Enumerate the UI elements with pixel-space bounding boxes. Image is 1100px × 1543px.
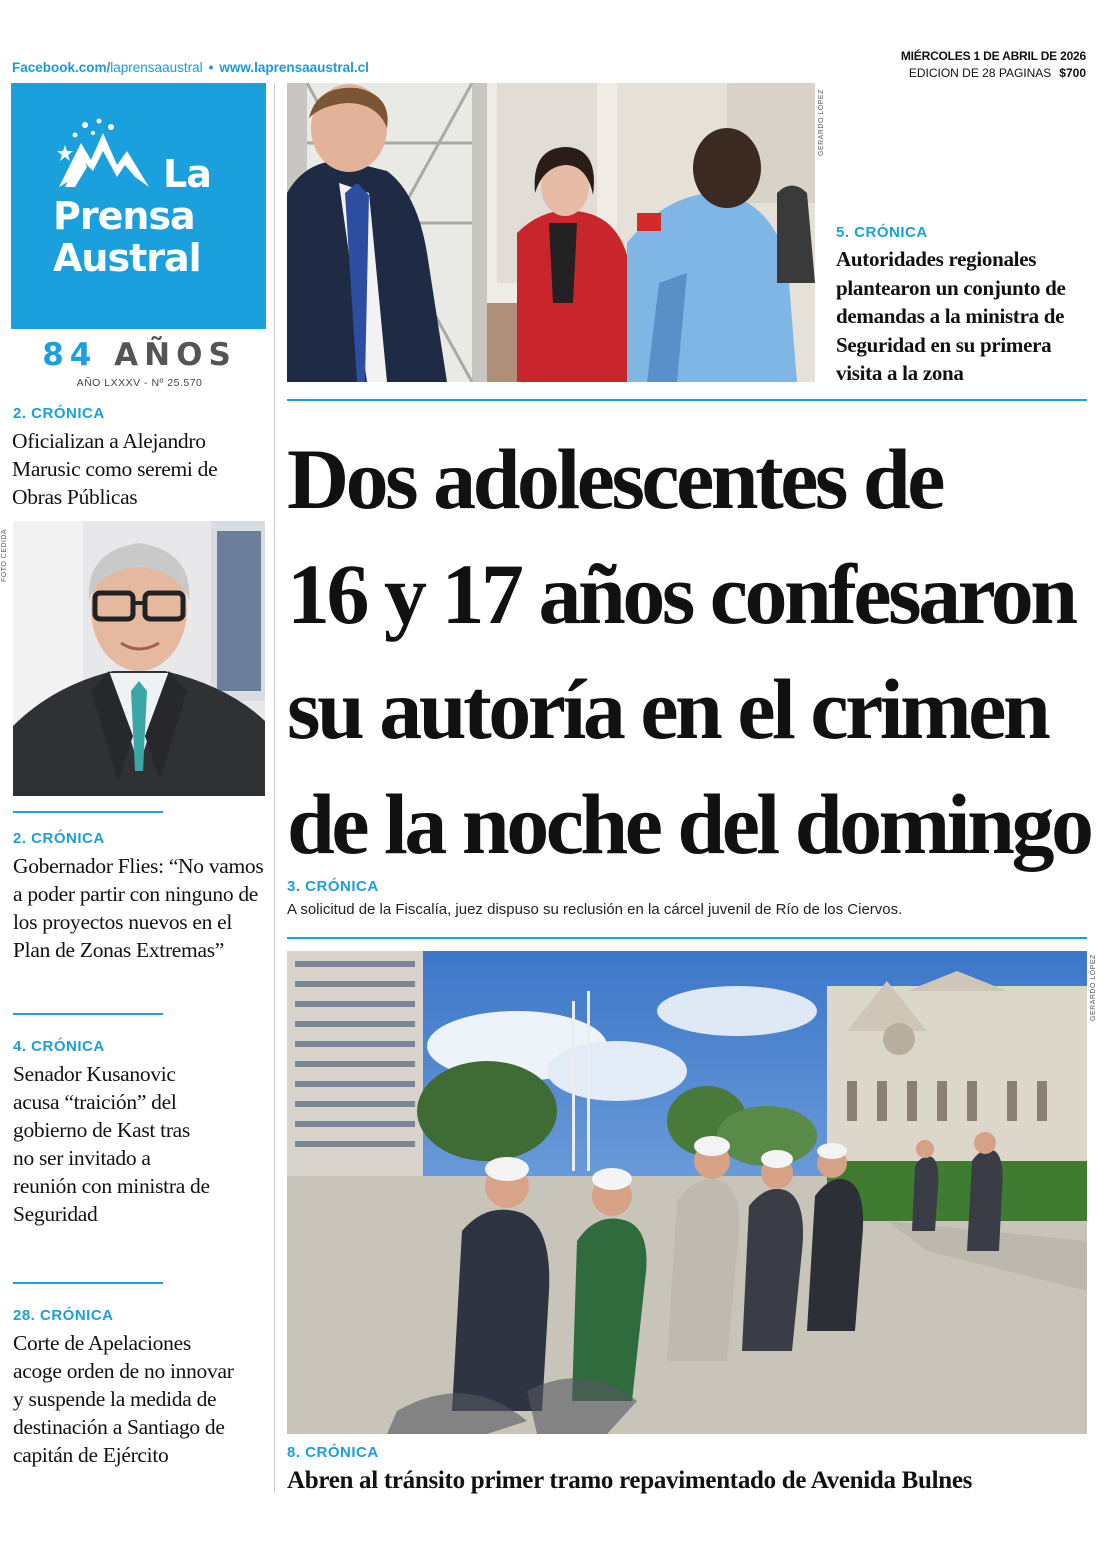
section-divider bbox=[13, 1013, 163, 1015]
masthead-line-3: Austral bbox=[53, 236, 201, 280]
edition-pages: EDICION DE 28 PAGINAS bbox=[908, 66, 1052, 80]
issue-number: AÑO LXXXV - Nº 25.570 bbox=[76, 377, 203, 389]
anniversary-label: AÑOS bbox=[114, 337, 237, 373]
main-headline-line: Dos adolescentes de bbox=[287, 431, 942, 527]
main-headline-line: su autoría en el crimen bbox=[287, 661, 1048, 757]
anniversary bbox=[12, 337, 267, 373]
photo-credit: GERARDO LÓPEZ bbox=[818, 89, 825, 156]
main-headline-line: 16 y 17 años confesaron bbox=[287, 546, 1075, 642]
masthead-line-1: La bbox=[163, 152, 211, 196]
main-story-summary: A solicitud de la Fiscalía, juez dispuso su reclusión en la cárcel juvenil de Río de los Ciervos. bbox=[287, 901, 903, 918]
website-link[interactable]: www.laprensaaustral.cl bbox=[219, 60, 369, 75]
sidebar-headline[interactable]: Gobernador Flies: “No vamos a poder partir con ninguno de los proyectos nuevos en el Plan de Zonas Extremas” bbox=[13, 854, 264, 962]
dateline bbox=[901, 48, 1086, 82]
facebook-handle: laprensaaustral bbox=[110, 60, 203, 75]
masthead-logo[interactable] bbox=[11, 83, 266, 329]
top-story-photo[interactable] bbox=[287, 83, 815, 382]
main-headline-line: de la noche del domingo bbox=[287, 776, 1091, 872]
sidebar-section-label: 28. CRÓNICA bbox=[13, 1307, 114, 1324]
top-story-section-label: 5. CRÓNICA bbox=[836, 224, 928, 241]
sidebar-headline[interactable]: Senador Kusanovic acusa “traición” del gobierno de Kast tras no ser invitado a reunión con ministra de Seguridad bbox=[13, 1062, 210, 1226]
section-divider bbox=[13, 1282, 163, 1284]
sidebar-section-label: 4. CRÓNICA bbox=[13, 1038, 105, 1055]
edition-price: $700 bbox=[1059, 66, 1086, 80]
section-divider bbox=[287, 399, 1087, 401]
social-links: Facebook.com/laprensaaustral • www.laprensaaustral.cl bbox=[12, 60, 369, 75]
main-story-section-label: 3. CRÓNICA bbox=[287, 878, 379, 895]
sidebar-section-label: 2. CRÓNICA bbox=[13, 830, 105, 847]
section-divider bbox=[287, 937, 1087, 939]
facebook-link[interactable]: Facebook.com/laprensaaustral bbox=[12, 60, 203, 75]
main-headline[interactable] bbox=[287, 422, 1091, 882]
column-divider bbox=[274, 83, 275, 1493]
section-divider bbox=[13, 811, 163, 813]
masthead-name bbox=[53, 145, 211, 279]
top-story-headline[interactable]: Autoridades regionales plantearon un conjunto de demandas a la ministra de Seguridad en su primera visita a la zona bbox=[836, 247, 1066, 385]
portrait-photo[interactable] bbox=[13, 521, 265, 796]
edition-date: MIÉRCOLES 1 DE ABRIL DE 2026 bbox=[900, 49, 1086, 63]
bottom-story-section-label: 8. CRÓNICA bbox=[287, 1444, 379, 1461]
bottom-story-photo[interactable] bbox=[287, 951, 1087, 1434]
sidebar-headline[interactable]: Corte de Apelaciones acoge orden de no innovar y suspende la medida de destinación a Santiago de capitán de Ejército bbox=[13, 1331, 234, 1467]
sidebar-section-label: 2. CRÓNICA bbox=[13, 405, 105, 422]
masthead-line-2: Prensa bbox=[53, 194, 195, 238]
bottom-story-headline[interactable]: Abren al tránsito primer tramo repavimentado de Avenida Bulnes bbox=[287, 1467, 973, 1494]
sidebar-headline[interactable]: Oficializan a Alejandro Marusic como seremi de Obras Públicas bbox=[12, 429, 218, 509]
photo-credit: GERARDO LÓPEZ bbox=[1090, 954, 1097, 1021]
anniversary-number: 84 bbox=[42, 337, 98, 373]
photo-credit: FOTO CEDIDA bbox=[1, 528, 8, 582]
